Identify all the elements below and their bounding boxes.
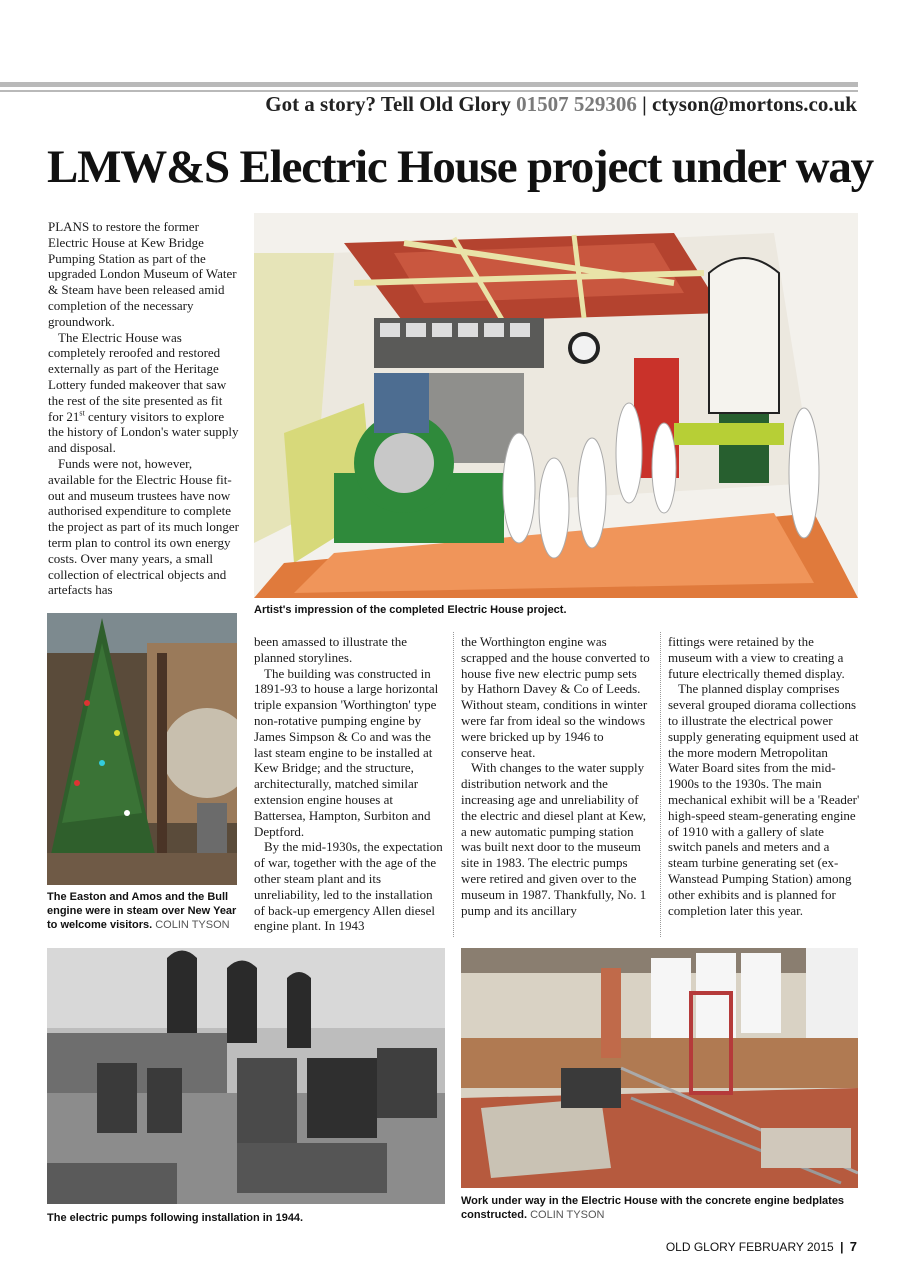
page-number: 7 [849,1239,857,1254]
pumps-1944-photo [47,948,445,1204]
footer-issue: FEBRUARY 2015 [738,1240,834,1254]
electric-house-interior-image [461,948,858,1188]
tree-caption-text: The Easton and Amos and the Bull engine were in steam over New Year to welcome visitors. [47,891,237,931]
article-paragraph: With changes to the water supply distribution network and the increasing age and unreliability of the electric and diesel plant at Kew, a new automatic pumping station was built next door to the museum site in 1983. The electric pumps were retired and given over to the museum in 1987. Thankfully, No. 1 pump and its ancillary [461,760,647,918]
tree-photo-caption [47,890,242,932]
article-column-2 [254,634,446,934]
pumps-1944-caption: The electric pumps following installation in 1944. [47,1212,304,1224]
work-caption-text: Work under way in the Electric House with the concrete engine bedplates constructed. [461,1195,845,1221]
electric-pumps-bw-image [47,948,445,1204]
story-phone: 01507 529306 [516,92,637,116]
work-under-way-caption [461,1194,861,1222]
story-lead: Got a story? Tell Old Glory [265,92,511,116]
article-paragraph: the Worthington engine was scrapped and the house converted to house five new electric pump sets by Hathorn Davey & Co of Leeds. Without steam, conditions in winter were far from ideal so the windows were bricked up by 1946 to conserve heat. [461,634,650,760]
article-paragraph: been amassed to illustrate the planned storylines. [254,634,408,665]
article-column-4 [668,634,860,918]
header-rule-thick [0,82,858,87]
article-paragraph: The planned display comprises several grouped diorama collections to illustrate the electrical power supply generating equipment used at the more modern Metropolitan Water Board sites from the mid-1900s to the 1930s. The main mechanical exhibit will be a 'Reader' high-speed steam-generating engine of 1910 with a gallery of slate switch panels and meters and a steam turbine generating set (ex-Wanstead Pumping Station) among other exhibits and is planned for completion later this year. [668,681,860,918]
article-paragraph: By the mid-1930s, the expectation of war, together with the age of the other steam plant and its unreliability, led to the installation of back-up emergency Allen diesel engine plant. In 1943 [254,839,443,934]
story-separator: | [642,92,647,116]
tree-caption-credit: COLIN TYSON [155,919,230,931]
artist-impression-caption: Artist's impression of the completed Electric House project. [254,604,567,616]
electric-house-illustration [254,213,858,598]
article-column-3 [461,634,653,918]
article-paragraph: PLANS to restore the former Electric House at Kew Bridge Pumping Station as part of the upgraded London Museum of Water & Steam have been released amid completion of the necessary groundwork. [48,219,237,329]
artist-impression-image [254,213,858,598]
article-column-1 [48,219,240,598]
page-headline: LMW&S Electric House project under way [47,141,873,193]
story-contact-line [265,92,857,117]
article-paragraph: fittings were retained by the museum with a view to creating a future electrically themed display. [668,634,845,681]
footer-magazine: OLD GLORY [665,1240,736,1254]
work-under-way-photo [461,948,858,1188]
footer-separator: | [840,1240,844,1254]
article-paragraph: Funds were not, however, available for the Electric House fit-out and museum trustees have now authorised expenditure to complete the project as part of its much longer term plan to control its own energy costs. Over many years, a small collection of electrical objects and artefacts has [48,455,239,598]
christmas-tree-photo [47,613,237,885]
work-caption-credit: COLIN TYSON [530,1209,605,1221]
page-footer [666,1239,857,1254]
article-paragraph: The Electric House was completely reroofed and restored externally as part of the Heritage Lottery funded makeover that saw the rest of the site presented as fit for 21st century visitors to explore the history of London's water supply and disposal. [48,329,239,456]
column-divider [453,632,454,937]
article-paragraph: The building was constructed in 1891-93 to house a large horizontal triple expansion 'Worthington' type non-rotative pumping engine by James Simpson & Co and was the last steam engine to be installed at Kew Bridge; and the structure, architecturally, matched similar extension engine houses at Battersea, Hampton, Surbiton and Deptford. [254,665,439,839]
story-email: ctyson@mortons.co.uk [651,92,857,116]
engine-house-tree-image [47,613,237,885]
column-divider [660,632,661,937]
